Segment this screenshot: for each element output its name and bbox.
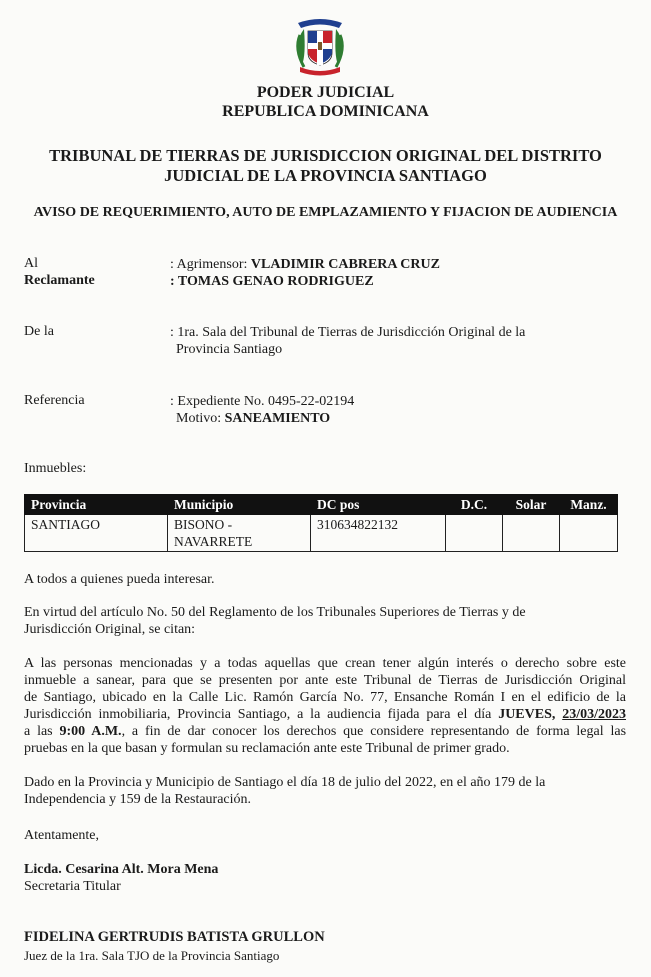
citation-line5-text-b: , a fin de dar conocer los derechos que considere representando de forma legal las — [121, 724, 627, 739]
cell-municipio — [168, 515, 311, 552]
al-label: Al — [24, 256, 38, 271]
cell-dc — [446, 515, 503, 552]
document-subject: AVISO DE REQUERIMIENTO, AUTO DE EMPLAZAMIENTO Y FIJACION DE AUDIENCIA — [33, 205, 618, 220]
hearing-time: 9:00 A.M. — [59, 724, 122, 739]
paragraph-virtud-line1: En virtud del artículo No. 50 del Reglamento de los Tribunales Superiores de Tierras y de — [24, 605, 526, 620]
header-poder-judicial: PODER JUDICIAL — [256, 84, 395, 101]
th-provincia: Provincia — [25, 495, 168, 515]
citation-line6: pruebas en la que basan y formulan su reclamación ante este Tribunal de primer grado. — [24, 741, 510, 756]
table-header-row — [25, 495, 618, 515]
citation-line4-text: Jurisdicción inmobiliaria, Provincia Santiago, a la audiencia fijada para el día — [24, 707, 499, 722]
citation-line5-text-a: a las — [24, 724, 60, 739]
municipio-line1: BISONO - — [174, 517, 233, 532]
dela-line2: Provincia Santiago — [176, 342, 283, 357]
hearing-date: 23/03/2023 — [562, 707, 627, 722]
paragraph-virtud-line2: Jurisdicción Original, se citan: — [24, 622, 196, 637]
th-municipio: Municipio — [168, 495, 311, 515]
dela-line1: : 1ra. Sala del Tribunal de Tierras de Jurisdicción Original de la — [170, 325, 526, 340]
paragraph-dado-line1: Dado en la Provincia y Municipio de Santiago el día 18 de julio del 2022, en el año 179 de la — [24, 775, 546, 790]
signature2-name: FIDELINA GERTRUDIS BATISTA GRULLON — [24, 929, 325, 945]
header-republica: REPUBLICA DOMINICANA — [222, 103, 429, 120]
th-manz: Manz. — [560, 495, 618, 515]
cell-provincia: SANTIAGO — [25, 515, 168, 552]
inmuebles-label: Inmuebles: — [24, 461, 87, 476]
municipio-line2: NAVARRETE — [174, 534, 253, 549]
motivo-value: SANEAMIENTO — [224, 411, 331, 426]
citation-line4 — [24, 706, 626, 723]
reclamante-value: : TOMAS GENAO RODRIGUEZ — [170, 274, 374, 289]
paragraph-citation — [24, 655, 626, 757]
referencia-line1: : Expediente No. 0495-22-02194 — [170, 394, 355, 409]
al-value — [170, 256, 440, 273]
cell-dc-pos: 310634822132 — [311, 515, 446, 552]
closing-atentamente: Atentamente, — [24, 828, 100, 843]
cell-manz — [560, 515, 618, 552]
hearing-day: JUEVES, — [498, 707, 556, 722]
th-dc-pos: DC pos — [311, 495, 446, 515]
inmuebles-table — [24, 494, 618, 552]
th-dc: D.C. — [446, 495, 503, 515]
cell-solar — [503, 515, 560, 552]
citation-line3: de Santiago, ubicado en la Calle Lic. Ramón García No. 77, Ensanche Román I en el edificio de la — [24, 690, 626, 705]
paragraph-to-whom: A todos a quienes pueda interesar. — [24, 572, 215, 587]
tribunal-title-line1: TRIBUNAL DE TIERRAS DE JURISDICCION ORIGINAL DEL DISTRITO — [49, 146, 602, 165]
table-row — [25, 515, 618, 552]
referencia-label: Referencia — [24, 393, 85, 408]
motivo-prefix: Motivo: — [176, 411, 225, 426]
citation-line1: A las personas mencionadas y a todas aquellas que crean tener algún interés o derecho sobre este — [24, 656, 626, 671]
reclamante-label: Reclamante — [24, 273, 95, 288]
paragraph-dado-line2: Independencia y 159 de la Restauración. — [24, 792, 252, 807]
al-name: VLADIMIR CABRERA CRUZ — [250, 257, 440, 272]
coat-of-arms-seal — [290, 15, 350, 77]
signature1-title: Secretaria Titular — [24, 879, 121, 894]
tribunal-title-line2: JUDICIAL DE LA PROVINCIA SANTIAGO — [164, 166, 487, 185]
dela-label: De la — [24, 324, 54, 339]
citation-line5 — [24, 723, 626, 740]
signature2-title: Juez de la 1ra. Sala TJO de la Provincia Santiago — [24, 948, 280, 963]
th-solar: Solar — [503, 495, 560, 515]
signature1-name: Licda. Cesarina Alt. Mora Mena — [24, 862, 219, 877]
citation-line2: inmueble a sanear, para que se presenten por ante este Tribunal de Tierras de Jurisdicción Original — [24, 673, 626, 688]
referencia-motivo — [176, 410, 330, 427]
al-prefix: : Agrimensor: — [170, 257, 251, 272]
